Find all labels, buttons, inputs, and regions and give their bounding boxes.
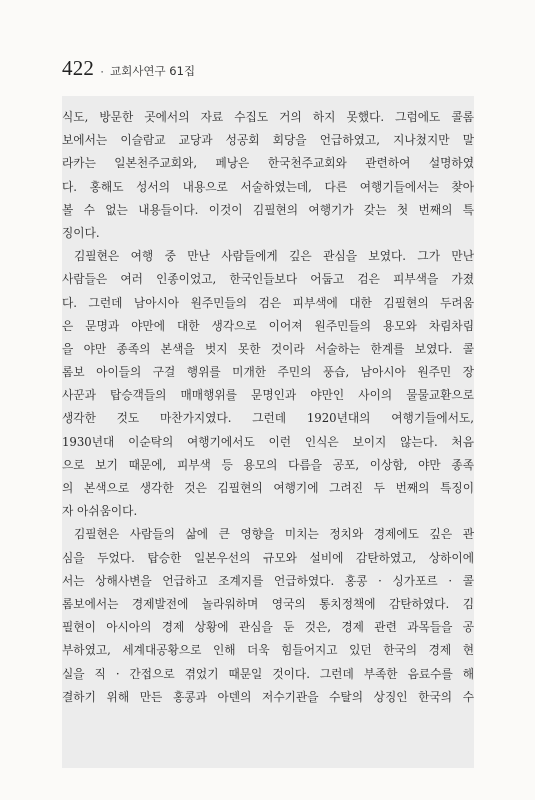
text-line: 김필현은 여행 중 만난 사람들에게 깊은 관심을 보였다. 그가 만난 bbox=[74, 249, 474, 264]
text-line: 으로 보기 때문에, 피부색 등 용모의 다름을 공포, 이상함, 야만 종족 bbox=[62, 457, 474, 472]
text-line: 다. 홍해도 성서의 내용으로 서술하였는데, 다른 여행기들에서는 찾아 bbox=[62, 179, 474, 194]
text-line: 김필현은 사람들의 삶에 큰 영향을 미치는 정치와 경제에도 깊은 관 bbox=[74, 527, 474, 542]
page-number: 422 bbox=[62, 56, 95, 80]
text-line: 자 아쉬움이다. bbox=[62, 504, 138, 519]
text-line: 을 야만 종족의 본색을 벗지 못한 것이라 서술하는 한계를 보였다. 콜 bbox=[62, 341, 474, 356]
text-line: 은 문명과 야만에 대한 생각으로 이어져 원주민들의 용모와 차림차림 bbox=[62, 318, 474, 333]
text-line: 심을 두었다. 탑승한 일본우선의 규모와 설비에 감탄하였고, 상하이에 bbox=[62, 550, 474, 565]
text-line: 보에서는 이슬람교 교당과 성공회 회당을 언급하였고, 지나쳤지만 말 bbox=[62, 133, 474, 148]
text-line: 부하였고, 세계대공황으로 인해 더욱 힘들어지고 있던 한국의 경제 현 bbox=[62, 643, 474, 658]
text-line: 다. 그런데 남아시아 원주민들의 검은 피부색에 대한 김필현의 두려움 bbox=[62, 295, 474, 310]
text-line: 식도, 방문한 곳에서의 자료 수집도 거의 하지 못했다. 그럼에도 콜롬 bbox=[62, 110, 474, 124]
text-line: 볼 수 없는 내용들이다. 이것이 김필현의 여행기가 갖는 첫 번째의 특 bbox=[62, 202, 474, 217]
header-separator: · bbox=[100, 64, 105, 78]
text-line: 징이다. bbox=[62, 225, 100, 240]
text-line: 사꾼과 탑승객들의 매매행위를 문명인과 야만인 사이의 물물교환으로 bbox=[62, 388, 474, 403]
running-title: 교회사연구 61집 bbox=[110, 64, 196, 78]
text-line: 서는 상해사변을 언급하고 조계지를 언급하였다. 홍콩 · 싱가포르 · 콜 bbox=[62, 573, 474, 588]
text-line: 1930년대 이순탁의 여행기에서도 이런 인식은 보이지 않는다. 처음 bbox=[62, 434, 474, 449]
text-line: 필현이 아시아의 경제 상황에 관심을 둔 것은, 경제 관련 과목들을 공 bbox=[62, 620, 474, 635]
page-header bbox=[62, 56, 195, 81]
text-line: 사람들은 여러 인종이었고, 한국인들보다 어둡고 검은 피부색을 가졌 bbox=[62, 272, 474, 287]
text-line: 라카는 일본천주교회와, 페낭은 한국천주교회와 관련하여 설명하였 bbox=[62, 156, 474, 171]
text-line: 실을 직 · 간접으로 겪었기 때문일 것이다. 그런데 부족한 음료수를 해 bbox=[62, 666, 474, 681]
text-line: 의 본색으로 생각한 것은 김필현의 여행기에 그려진 두 번째의 특징이 bbox=[62, 481, 474, 495]
text-line: 롬보에서는 경제발전에 놀라워하며 영국의 통치정책에 감탄하였다. 김 bbox=[62, 596, 474, 611]
body-text bbox=[62, 96, 474, 768]
text-line: 롬보 아이들의 구걸 행위를 미개한 주민의 풍습, 남아시아 원주민 장 bbox=[62, 365, 474, 380]
text-line: 생각한 것도 마찬가지였다. 그런데 1920년대의 여행기들에서도, bbox=[62, 411, 474, 426]
text-line: 결하기 위해 만든 홍콩과 아덴의 저수기관을 수탈의 상징인 한국의 수 bbox=[62, 689, 474, 704]
